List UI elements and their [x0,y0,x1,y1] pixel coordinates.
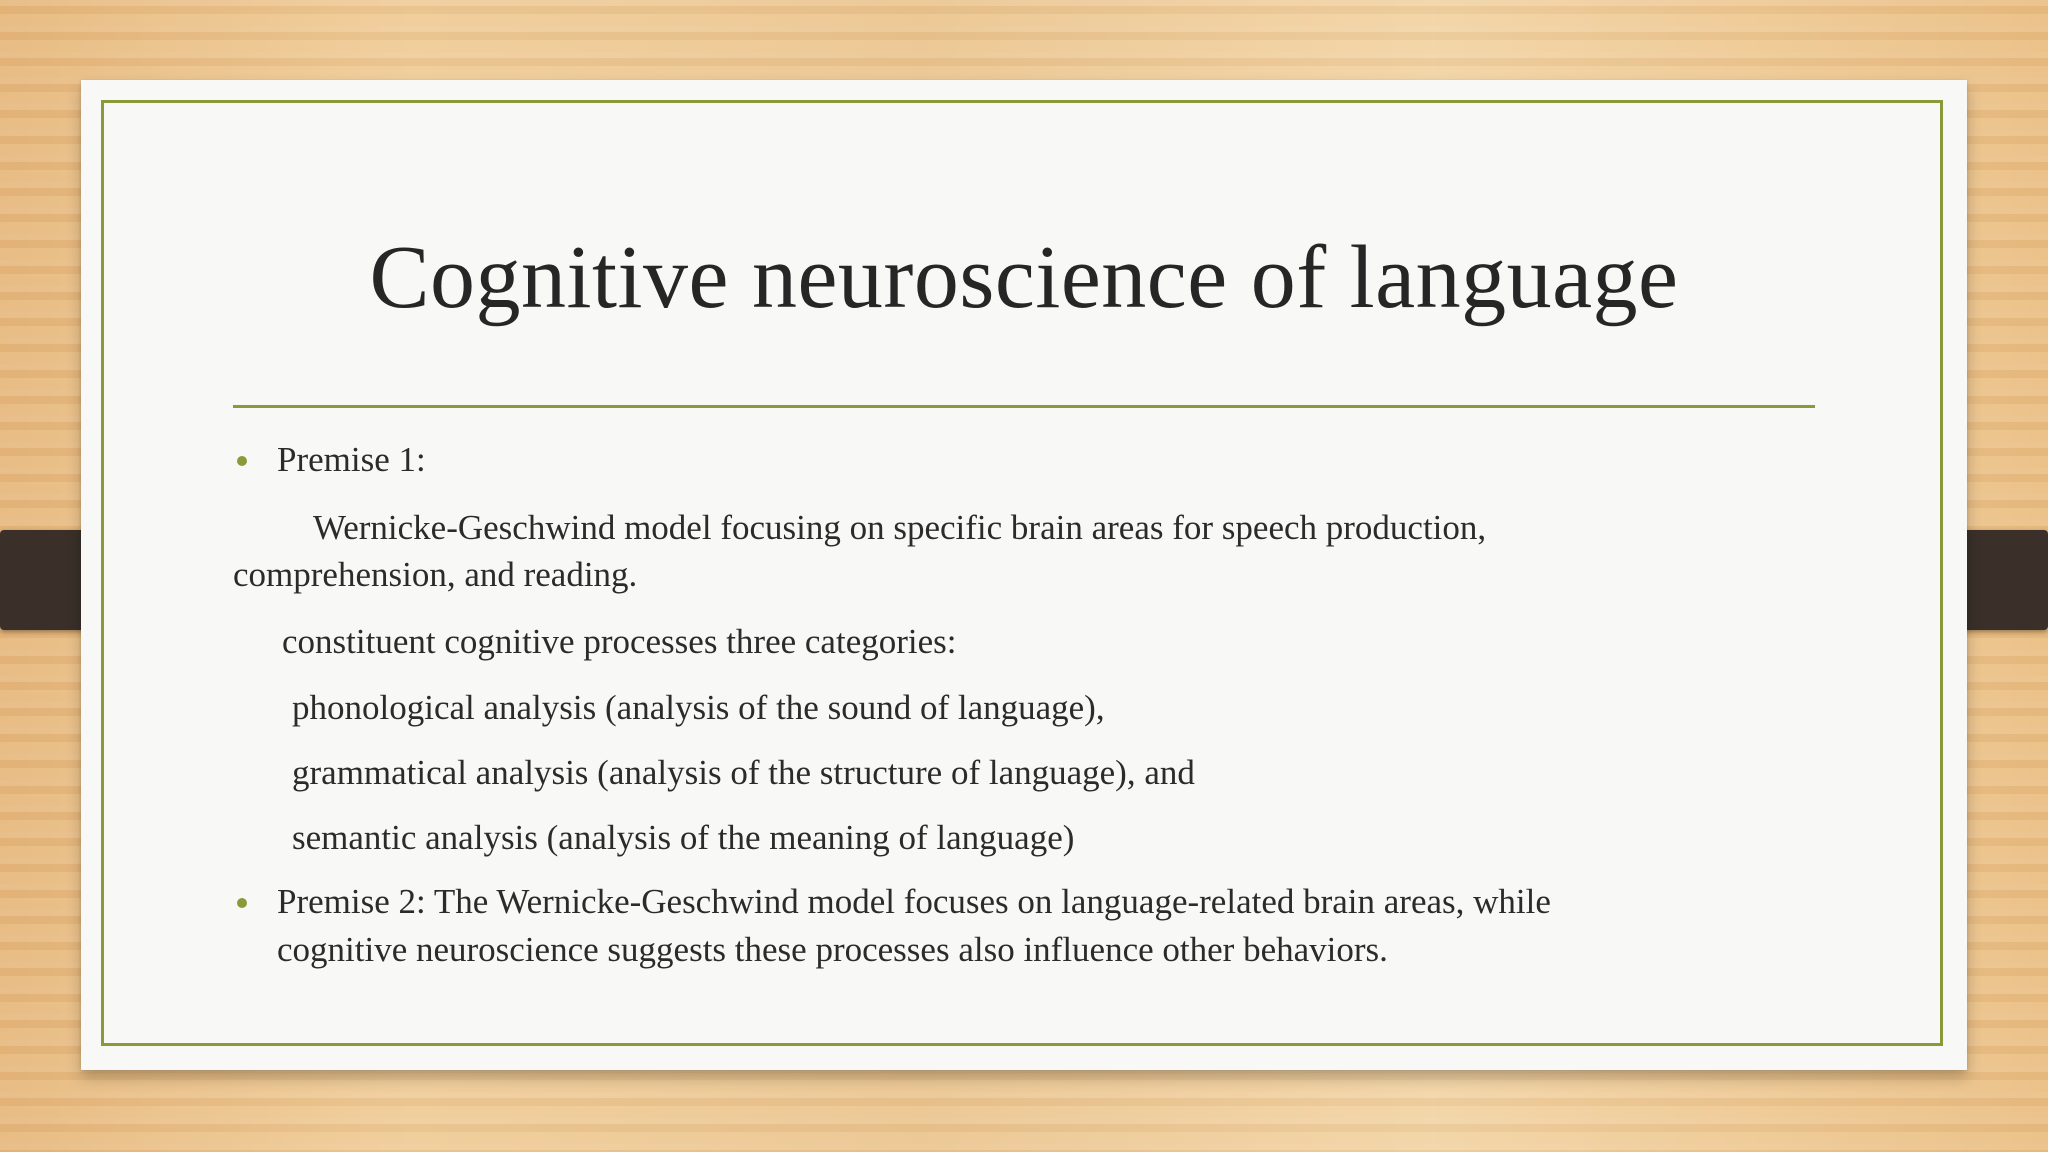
category-phonological: phonological analysis (analysis of the sound of language), [292,688,1105,727]
title-divider [233,405,1815,408]
premise-1-model-line-1: Wernicke-Geschwind model focusing on specific brain areas for speech production, [313,508,1487,547]
category-semantic: semantic analysis (analysis of the meaning of language) [292,818,1075,857]
category-grammatical: grammatical analysis (analysis of the structure of language), and [292,753,1195,792]
premise-2-line-1: Premise 2: The Wernicke-Geschwind model focuses on language-related brain areas, while [277,882,1551,921]
bullet-icon [237,456,247,466]
premise-2-line-2: cognitive neuroscience suggests these processes also influence other behaviors. [277,930,1388,969]
slide-title: Cognitive neuroscience of language [369,228,1679,327]
premise-1-model-line-2: comprehension, and reading. [233,555,638,594]
bullet-icon [237,898,247,908]
slide-card [81,80,1967,1070]
categories-intro: constituent cognitive processes three categories: [282,622,957,661]
premise-1-label: Premise 1: [277,440,426,479]
